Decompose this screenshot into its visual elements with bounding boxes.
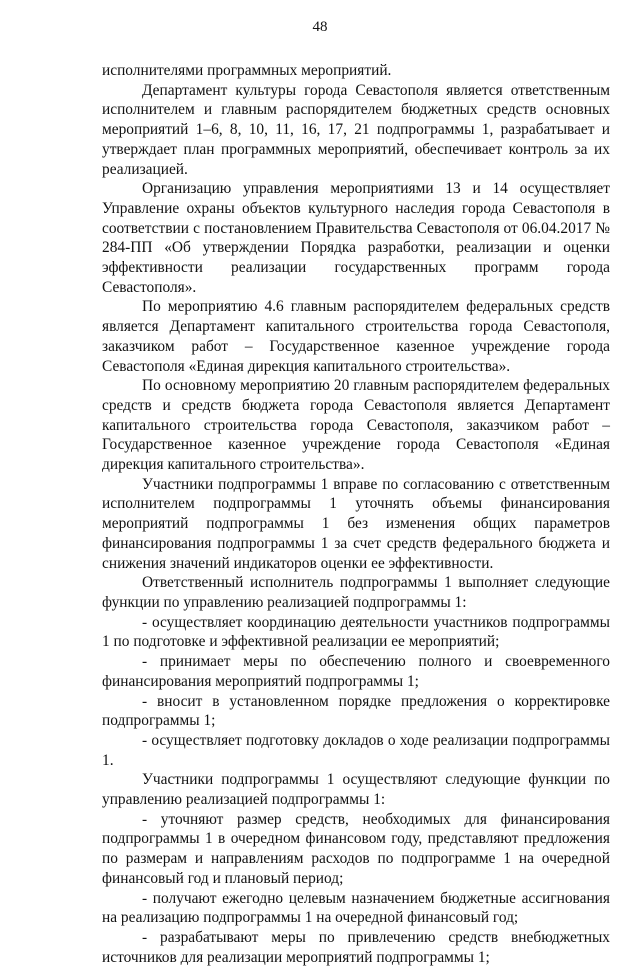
paragraph-participants-rights: Участники подпрограммы 1 вправе по согласованию с ответственным исполнителем подпрограммы 1 уточнять объемы финансирования мероприятий подпрограммы 1 без изменения общих параметров финансирования подпрограммы 1 за счет средств федерального бюджета и снижения значений индикаторов оценки ее эффективности. bbox=[102, 475, 610, 572]
body-text bbox=[102, 61, 610, 967]
paragraph-event-4-6: По мероприятию 4.6 главным распорядителем федеральных средств является Департамент капитального строительства города Севастополя, заказчиком работ – Государственное казенное учреждение города Севастополя «Единая дирекция капитального строительства». bbox=[102, 298, 610, 375]
list-item-extrabudgetary: - разрабатывают меры по привлечению средств внебюджетных источников для реализации мероприятий подпрограммы 1; bbox=[102, 928, 610, 966]
list-item-financing-measures: - принимает меры по обеспечению полного и своевременного финансирования мероприятий подпрограммы 1; bbox=[102, 653, 610, 690]
list-item-clarify-funds: - уточняют размер средств, необходимых для финансирования подпрограммы 1 в очередном финансовом году, представляют предложения по размерам и направлениям расходов по подпрограмме 1 на очередной финансовый год и плановый период; bbox=[102, 810, 610, 887]
list-item-receive-allocations: - получают ежегодно целевым назначением бюджетные ассигнования на реализацию подпрограммы 1 на очередной финансовый год; bbox=[102, 889, 610, 927]
list-item-reports: - осуществляет подготовку докладов о ходе реализации подпрограммы 1. bbox=[102, 731, 610, 769]
paragraph-event-20: По основному мероприятию 20 главным распорядителем федеральных средств и средств бюджета города Севастополя является Департамент капитального строительства города Севастополя, заказчиком работ – Государственное казенное учреждение города Севастополя «Единая дирекция капитального строительства». bbox=[102, 377, 610, 474]
paragraph-department-culture: Департамент культуры города Севастополя является ответственным исполнителем и главным распорядителем бюджетных средств основных мероприятий 1–6, 8, 10, 11, 16, 17, 21 подпрограммы 1, разрабатывает и утверждает план программных мероприятий, обеспечивает контроль за их реализацией. bbox=[102, 81, 610, 178]
page-number: 48 bbox=[312, 19, 328, 35]
paragraph-continuation: исполнителями программных мероприятий. bbox=[102, 62, 392, 79]
paragraph-heritage-management: Организацию управления мероприятиями 13 и 14 осуществляет Управление охраны объектов культурного наследия города Севастополя в соответствии с постановлением Правительства Севастополя от 06.04.2017 № 284-ПП «Об утверждении Порядка разработки, реализации и оценки эффективности реализации государственных программ города Севастополя». bbox=[102, 180, 610, 296]
list-item-coordination: - осуществляет координацию деятельности участников подпрограммы 1 по подготовке и эффективной реализации ее мероприятий; bbox=[102, 613, 610, 651]
list-item-correction-proposals: - вносит в установленном порядке предложения о корректировке подпрограммы 1; bbox=[102, 692, 610, 730]
paragraph-executor-functions: Ответственный исполнитель подпрограммы 1 выполняет следующие функции по управлению реализацией подпрограммы 1: bbox=[102, 574, 610, 611]
paragraph-participants-functions: Участники подпрограммы 1 осуществляют следующие функции по управлению реализацией подпрограммы 1: bbox=[102, 771, 610, 809]
